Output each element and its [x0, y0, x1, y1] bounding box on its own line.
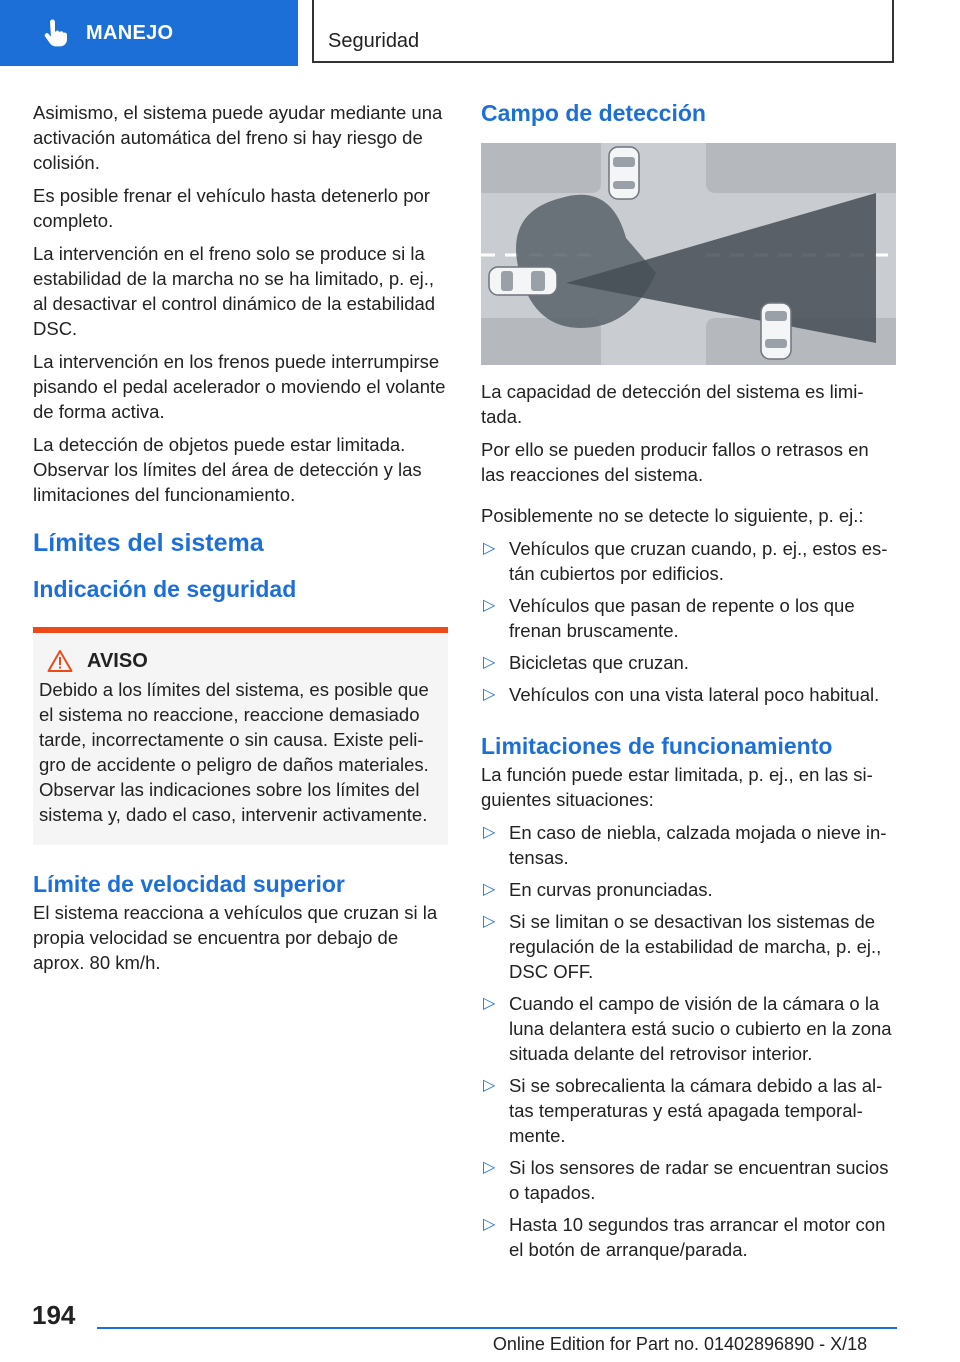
- topic-label: Seguridad: [328, 30, 420, 52]
- hand-pointer-icon: [40, 18, 70, 48]
- warning-box: [33, 627, 448, 845]
- list-item: ▷ En caso de niebla, calzada mojada o nieve intensas.: [483, 822, 887, 868]
- bullet-icon: ▷: [483, 540, 496, 557]
- list-item: ▷ Si se limitan o se desactivan los sistemas de regulación de la estabilidad de marcha, p. ej., DSC OFF.: [483, 911, 882, 982]
- bullet-icon: ▷: [483, 824, 496, 841]
- warning-text: Debido a los límites del sistema, es posible que el sistema no reaccione, reaccione demasiado tarde, incorrectamente o sin causa. Existe peligro de accidente o peligro de daños materiales. Observar las indicaciones sobre los límites del sistema y, dado el caso, intervenir activamente.: [39, 679, 429, 825]
- section-tab[interactable]: [0, 0, 298, 66]
- safety-heading: Indicación de seguridad: [33, 576, 297, 602]
- paragraph: La intervención en los frenos puede interrumpirse pisando el pedal acelerador o moviendo el volante de forma activa.: [33, 351, 446, 422]
- bullet-icon: ▷: [483, 597, 496, 614]
- bullet-icon: ▷: [483, 654, 496, 671]
- speed-heading: Límite de velocidad superior: [33, 871, 345, 897]
- edition-text: Online Edition for Part no. 01402896890 - X/18: [492, 1334, 868, 1354]
- footer-divider: [97, 1327, 897, 1329]
- list-item: ▷ Vehículos que cruzan cuando, p. ej., estos están cubiertos por edificios.: [483, 538, 888, 584]
- right-column: [481, 100, 896, 1269]
- page-number: 194: [32, 1300, 76, 1330]
- list-item: ▷ Hasta 10 segundos tras arrancar el motor con el botón de arranque/parada.: [483, 1214, 886, 1260]
- detection-paragraph: Por ello se pueden producir fallos o retrasos en las reacciones del sistema.: [481, 439, 869, 485]
- limitations-list: [481, 820, 896, 1262]
- paragraph: La intervención en el freno solo se produce si la estabilidad de la marcha no se ha limitado, p. ej., al desactivar el control dinámico de la estabilidad DSC.: [33, 243, 436, 339]
- list-item: ▷ Si se sobrecalienta la cámara debido a las altas temperaturas y está apagada temporalmente.: [483, 1075, 883, 1146]
- paragraph: Es posible frenar el vehículo hasta detenerlo por completo.: [33, 185, 430, 231]
- paragraph: La detección de objetos puede estar limitada. Observar los límites del área de detección y las limitaciones del funcionamiento.: [33, 434, 422, 505]
- list-item: ▷ Bicicletas que cruzan.: [483, 652, 689, 673]
- footer-edition: [0, 1334, 960, 1355]
- bullet-icon: ▷: [483, 1159, 496, 1176]
- section-label: MANEJO: [86, 21, 174, 44]
- list-item: ▷ Vehículos con una vista lateral poco habitual.: [483, 684, 880, 705]
- bullet-icon: ▷: [483, 1216, 496, 1233]
- bullet-icon: ▷: [483, 913, 496, 930]
- bullet-icon: ▷: [483, 995, 496, 1012]
- list-item: ▷ En curvas pronunciadas.: [483, 879, 713, 900]
- bullet-icon: ▷: [483, 686, 496, 703]
- detection-heading: Campo de detección: [481, 100, 706, 126]
- bullet-icon: ▷: [483, 1077, 496, 1094]
- limitations-heading: Limitaciones de funcionamiento: [481, 733, 833, 759]
- speed-text: El sistema reacciona a vehículos que cruzan si la propia velocidad se encuentra por debajo de aprox. 80 km/h.: [33, 902, 438, 973]
- limitations-intro: La función puede estar limitada, p. ej., en las siguientes situaciones:: [481, 764, 873, 810]
- detection-paragraph: La capacidad de detección del sistema es limitada.: [481, 381, 864, 427]
- list-item: ▷ Si los sensores de radar se encuentran sucios o tapados.: [483, 1157, 889, 1203]
- list-item: ▷ Cuando el campo de visión de la cámara o la luna delantera está sucio o cubierto en la zona situada delante del retrovisor interior.: [483, 993, 892, 1064]
- bullet-icon: ▷: [483, 881, 496, 898]
- limits-heading: Límites del sistema: [33, 529, 264, 557]
- detection-field-illustration: [481, 143, 896, 365]
- list-item: ▷ Vehículos que pasan de repente o los que frenan bruscamente.: [483, 595, 855, 641]
- not-detected-list: [481, 536, 896, 707]
- warning-triangle-icon: [47, 649, 73, 673]
- not-detected-intro: Posiblemente no se detecte lo siguiente, p. ej.:: [481, 505, 864, 526]
- topic-box: [312, 0, 894, 63]
- left-column: [33, 100, 448, 983]
- warning-title: AVISO: [87, 649, 148, 672]
- paragraph: Asimismo, el sistema puede ayudar mediante una activación automática del freno si hay riesgo de colisión.: [33, 102, 443, 173]
